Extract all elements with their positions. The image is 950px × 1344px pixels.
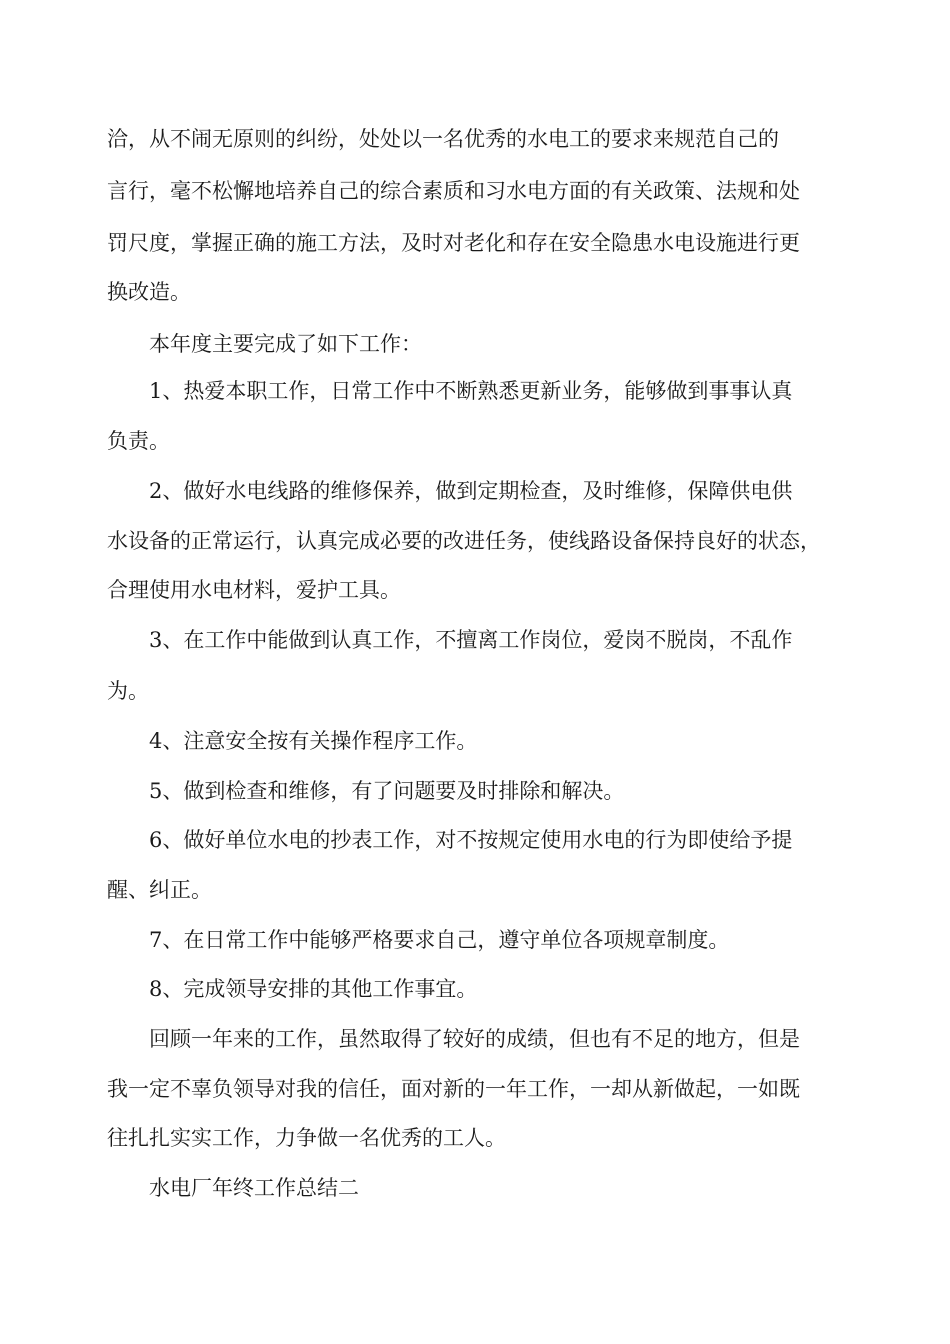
list-item-1: 1、热爱本职工作，日常工作中不断熟悉更新业务，能够做到事事认真 bbox=[149, 379, 793, 403]
text-line: 合理使用水电材料，爱护工具。 bbox=[107, 578, 401, 602]
text-line: 言行，毫不松懈地培养自己的综合素质和习水电方面的有关政策、法规和处 bbox=[107, 179, 800, 203]
text-line: 罚尺度，掌握正确的施工方法，及时对老化和存在安全隐患水电设施进行更 bbox=[107, 231, 800, 255]
text-line: 洽，从不闹无原则的纠纷，处处以一名优秀的水电工的要求来规范自己的 bbox=[107, 127, 779, 151]
list-item-4: 4、注意安全按有关操作程序工作。 bbox=[149, 729, 478, 753]
text-line: 为。 bbox=[107, 679, 149, 703]
list-item-6: 6、做好单位水电的抄表工作，对不按规定使用水电的行为即使给予提 bbox=[149, 828, 793, 852]
text-line: 回顾一年来的工作，虽然取得了较好的成绩，但也有不足的地方，但是 bbox=[149, 1027, 800, 1051]
section-heading: 水电厂年终工作总结二 bbox=[149, 1176, 359, 1200]
text-line: 醒、纠正。 bbox=[107, 878, 212, 902]
list-item-5: 5、做到检查和维修，有了问题要及时排除和解决。 bbox=[149, 779, 625, 803]
list-item-7: 7、在日常工作中能够严格要求自己，遵守单位各项规章制度。 bbox=[149, 928, 730, 952]
list-item-2: 2、做好水电线路的维修保养，做到定期检查，及时维修，保障供电供 bbox=[149, 479, 793, 503]
text-line: 换改造。 bbox=[107, 280, 191, 304]
text-line: 水设备的正常运行，认真完成必要的改进任务，使线路设备保持良好的状态， bbox=[107, 529, 821, 553]
text-line: 负责。 bbox=[107, 429, 170, 453]
text-line: 往扎扎实实工作，力争做一名优秀的工人。 bbox=[107, 1126, 506, 1150]
list-item-8: 8、完成领导安排的其他工作事宜。 bbox=[149, 977, 478, 1001]
text-line: 本年度主要完成了如下工作： bbox=[149, 332, 422, 356]
list-item-3: 3、在工作中能做到认真工作，不擅离工作岗位，爱岗不脱岗，不乱作 bbox=[149, 628, 793, 652]
text-line: 我一定不辜负领导对我的信任，面对新的一年工作，一却从新做起，一如既 bbox=[107, 1077, 800, 1101]
